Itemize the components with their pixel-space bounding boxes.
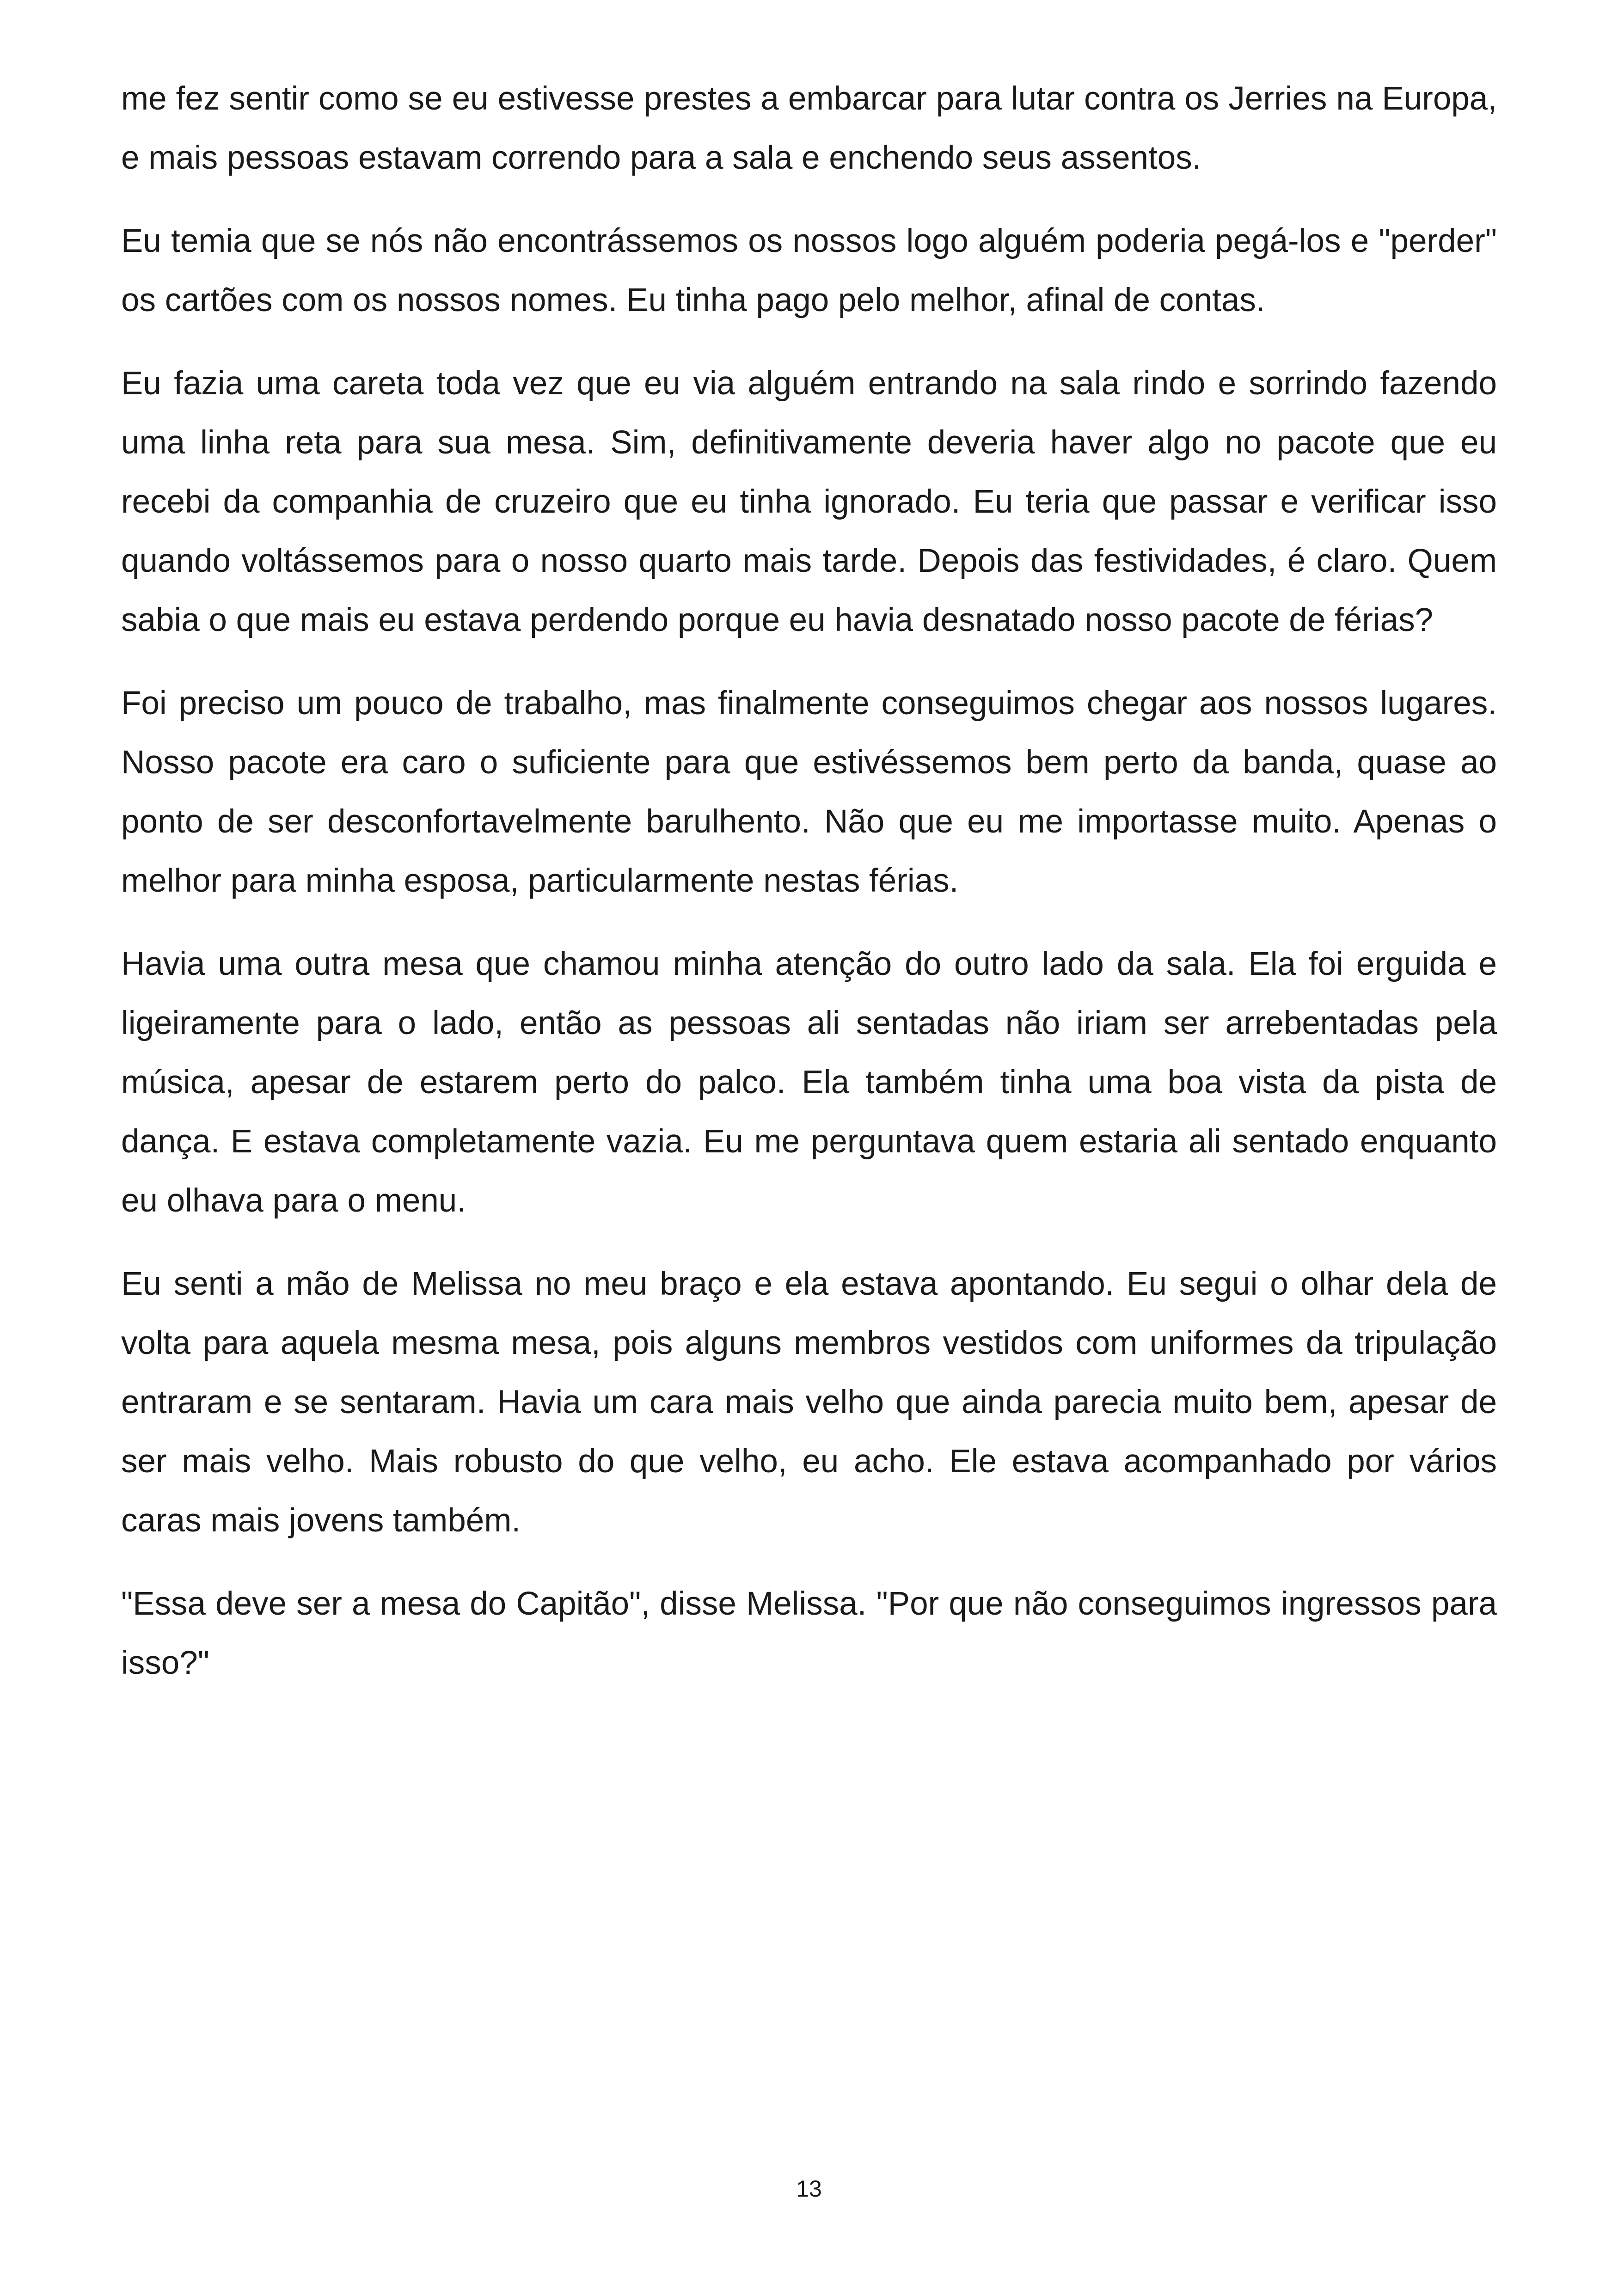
paragraph: me fez sentir como se eu estivesse prestes a embarcar para lutar contra os Jerries na Europa, e mais pessoas estavam correndo para a sala e enchendo seus assentos.	[121, 80, 1497, 176]
paragraph: Foi preciso um pouco de trabalho, mas finalmente conseguimos chegar aos nossos lugares. Nosso pacote era caro o suficiente para que estivéssemos bem perto da banda, quase ao ponto de ser desconfortavelmente barulhento. Não que eu me importasse muito. Apenas o melhor para minha esposa, particularmente nestas férias.	[121, 685, 1497, 899]
paragraph: Eu fazia uma careta toda vez que eu via alguém entrando na sala rindo e sorrindo fazendo uma linha reta para sua mesa. Sim, definitivamente deveria haver algo no pacote que eu recebi da companhia de cruzeiro que eu tinha ignorado. Eu teria que passar e verificar isso quando voltássemos para o nosso quarto mais tarde. Depois das festividades, é claro. Quem sabia o que mais eu estava perdendo porque eu havia desnatado nosso pacote de férias?	[121, 365, 1497, 638]
page-number: 13	[796, 2176, 822, 2202]
paragraph: "Essa deve ser a mesa do Capitão", disse Melissa. "Por que não conseguimos ingressos para isso?"	[121, 1586, 1497, 1681]
paragraph: Eu senti a mão de Melissa no meu braço e ela estava apontando. Eu segui o olhar dela de volta para aquela mesma mesa, pois alguns membros vestidos com uniformes da tripulação entraram e se sentaram. Havia um cara mais velho que ainda parecia muito bem, apesar de ser mais velho. Mais robusto do que velho, eu acho. Ele estava acompanhado por vários caras mais jovens também.	[121, 1266, 1497, 1539]
paragraph: Havia uma outra mesa que chamou minha atenção do outro lado da sala. Ela foi erguida e ligeiramente para o lado, então as pessoas ali sentadas não iriam ser arrebentadas pela música, apesar de estarem perto do palco. Ela também tinha uma boa vista da pista de dança. E estava completamente vazia. Eu me perguntava quem estaria ali sentado enquanto eu olhava para o menu.	[121, 946, 1497, 1219]
body-text	[121, 69, 1497, 1717]
paragraph: Eu temia que se nós não encontrássemos os nossos logo alguém poderia pegá-los e "perder" os cartões com os nossos nomes. Eu tinha pago pelo melhor, afinal de contas.	[121, 223, 1497, 318]
